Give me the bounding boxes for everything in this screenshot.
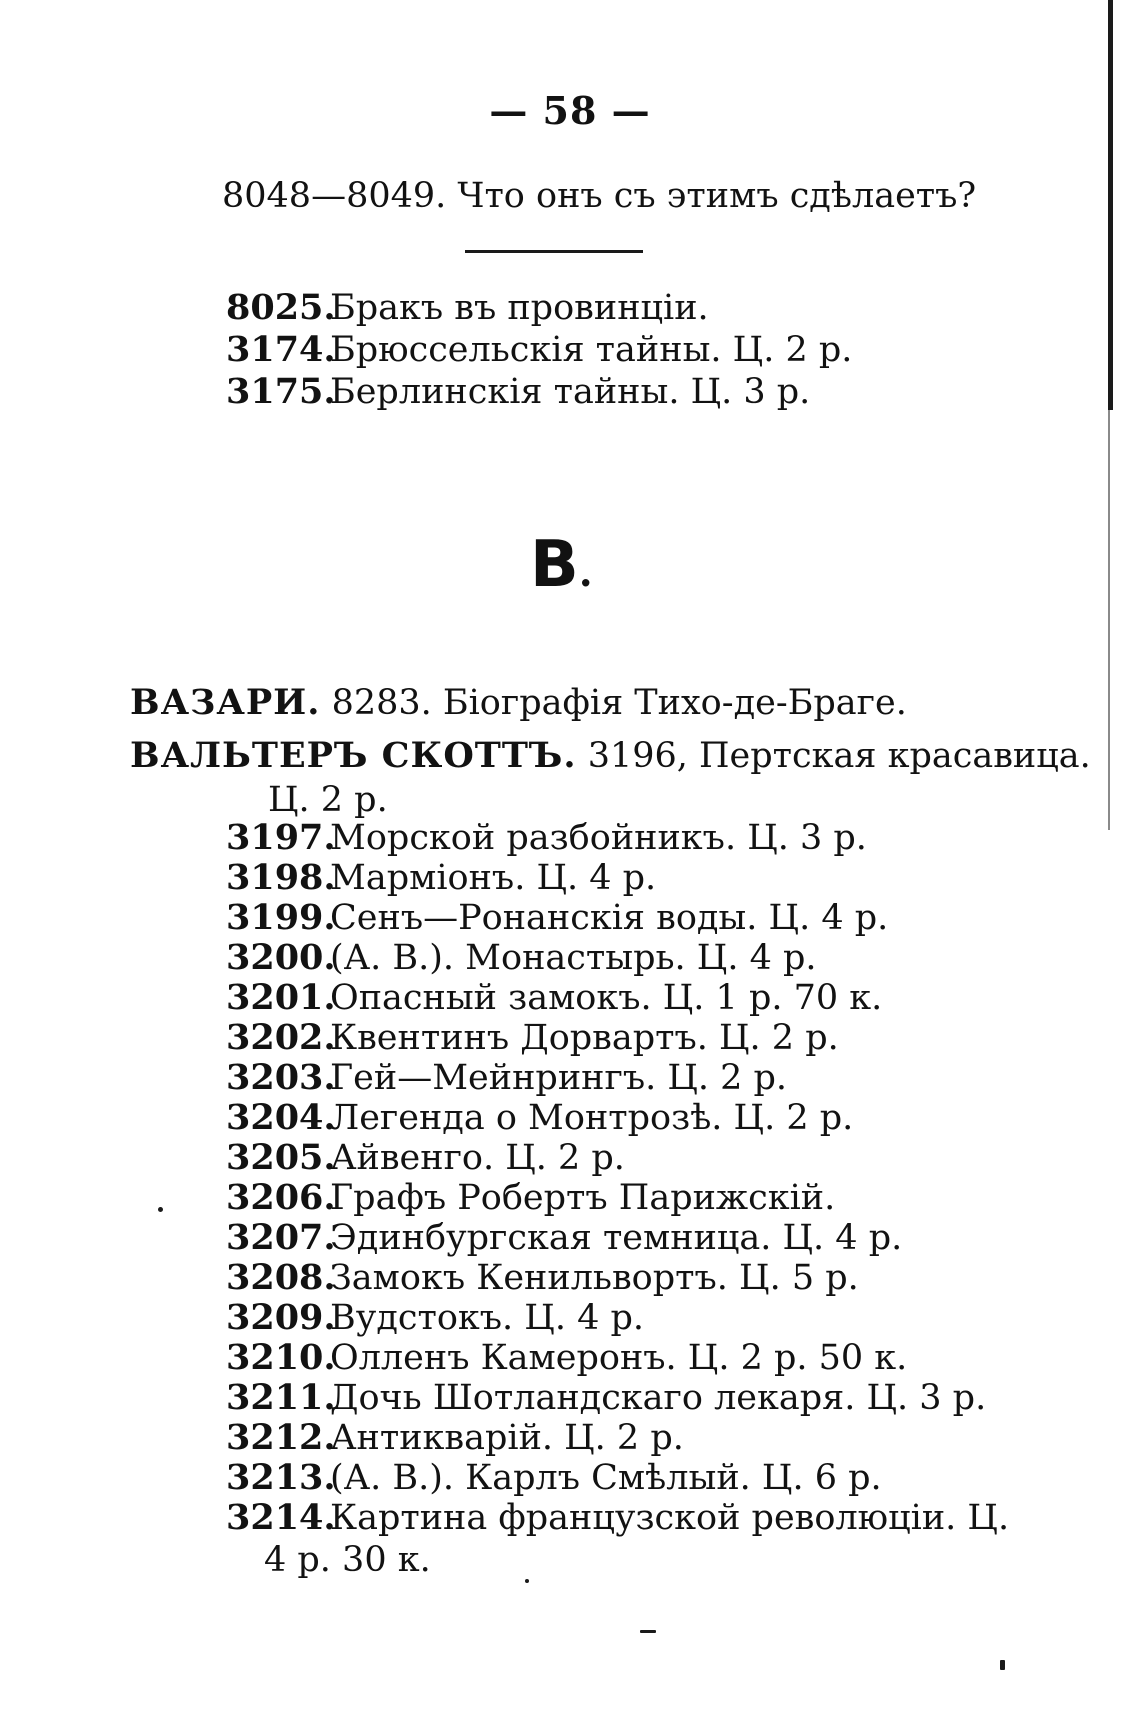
- entry-title: 3196, Пертская красавица.: [587, 736, 1091, 776]
- list-item: [226, 1498, 1009, 1538]
- list-item: [226, 1378, 986, 1418]
- entry-title: Вудстокъ. Ц. 4 р.: [330, 1298, 644, 1338]
- entry-title: Брюссельскія тайны. Ц. 2 р.: [330, 330, 853, 370]
- entry-number: 3175.: [226, 371, 336, 412]
- entry-continuation: Ц. 2 р.: [268, 780, 388, 820]
- list-item: [226, 288, 709, 328]
- entry-title: Бракъ въ провинціи.: [330, 288, 709, 328]
- entry-title: Картина французской революціи. Ц.: [330, 1498, 1010, 1538]
- print-speck: [158, 1207, 163, 1212]
- page-edge-line-faint: [1108, 410, 1110, 830]
- author-entry-vazari: [130, 683, 907, 723]
- list-item: [226, 330, 852, 370]
- list-item: [226, 1298, 644, 1338]
- author-entry-walter-scott: [130, 736, 1091, 776]
- list-item: [226, 858, 656, 898]
- entry-title: Эдинбургская темница. Ц. 4 р.: [330, 1218, 903, 1258]
- section-dot: .: [578, 549, 593, 596]
- entry-number: 3214.: [226, 1497, 336, 1538]
- list-item: [226, 1418, 684, 1458]
- entry-number: 3210.: [226, 1337, 336, 1378]
- entry-title: Графъ Робертъ Парижскій.: [330, 1178, 836, 1218]
- entry-title: Антикварій. Ц. 2 р.: [330, 1418, 684, 1458]
- entry-title: Морской разбойникъ. Ц. 3 р.: [330, 818, 867, 858]
- list-item: [226, 1338, 907, 1378]
- entry-title: Дочь Шотландскаго лекаря. Ц. 3 р.: [330, 1378, 987, 1418]
- entry-number: 3212.: [226, 1417, 336, 1458]
- page-number: — 58 —: [489, 88, 651, 133]
- entry-title: Гей—Мейнрингъ. Ц. 2 р.: [330, 1058, 788, 1098]
- list-item: [226, 898, 888, 938]
- entry-number: 3174.: [226, 329, 336, 370]
- entry-title: Опасный замокъ. Ц. 1 р. 70 к.: [330, 978, 883, 1018]
- print-speck: [1000, 1660, 1005, 1670]
- author-name: ВАЛЬТЕРЪ СКОТТЪ.: [130, 735, 577, 776]
- list-item: [226, 818, 867, 858]
- entry-number: 3202.: [226, 1017, 336, 1058]
- list-item: [226, 1218, 902, 1258]
- list-item: [226, 1058, 787, 1098]
- entry-number: 3198.: [226, 857, 336, 898]
- entry-title: (А. В.). Карлъ Смѣлый. Ц. 6 р.: [330, 1458, 882, 1498]
- entry-number: 3206.: [226, 1177, 336, 1218]
- entry-title: Легенда о Монтрозѣ. Ц. 2 р.: [330, 1098, 854, 1138]
- entry-title: Марміонъ. Ц. 4 р.: [330, 858, 657, 898]
- section-letter: В: [530, 528, 579, 602]
- entry-number: 3205.: [226, 1137, 336, 1178]
- entry-number: 3211.: [226, 1377, 336, 1418]
- list-item: [226, 1018, 839, 1058]
- list-item: [226, 372, 810, 412]
- list-item: [226, 1098, 853, 1138]
- entry-title: 8283. Біографія Тихо-де-Браге.: [331, 683, 907, 723]
- entry-number: 3199.: [226, 897, 336, 938]
- entry-title: Квентинъ Дорвартъ. Ц. 2 р.: [330, 1018, 839, 1058]
- print-speck: [640, 1630, 656, 1633]
- entry-title: (А. В.). Монастырь. Ц. 4 р.: [330, 938, 817, 978]
- author-name: ВАЗАРИ.: [130, 682, 321, 723]
- entry-number: 3209.: [226, 1297, 336, 1338]
- entry-title: Олленъ Камеронъ. Ц. 2 р. 50 к.: [330, 1338, 908, 1378]
- top-entry: 8048—8049. Что онъ съ этимъ сдѣлаетъ?: [222, 176, 977, 216]
- list-item: [226, 978, 882, 1018]
- entry-number: 3204.: [226, 1097, 336, 1138]
- entry-number: 3200.: [226, 937, 336, 978]
- separator-rule: [465, 250, 643, 253]
- entry-title: Берлинскія тайны. Ц. 3 р.: [330, 372, 811, 412]
- entry-number: 3207.: [226, 1217, 336, 1258]
- list-item: [226, 1458, 882, 1498]
- entry-title: Айвенго. Ц. 2 р.: [330, 1138, 625, 1178]
- print-speck: [525, 1579, 529, 1583]
- entry-title: Замокъ Кенильвортъ. Ц. 5 р.: [330, 1258, 859, 1298]
- entry-number: 3203.: [226, 1057, 336, 1098]
- list-item: [226, 1258, 859, 1298]
- list-item: [226, 1178, 835, 1218]
- entry-number: 8025.: [226, 287, 336, 328]
- entry-continuation: 4 р. 30 к.: [264, 1540, 431, 1580]
- entry-title: Сенъ—Ронанскія воды. Ц. 4 р.: [330, 898, 889, 938]
- entry-number: 3213.: [226, 1457, 336, 1498]
- entry-number: 3201.: [226, 977, 336, 1018]
- section-heading: [530, 530, 593, 608]
- list-item: [226, 1138, 625, 1178]
- entry-number: 3197.: [226, 817, 336, 858]
- page-edge-line: [1108, 0, 1113, 410]
- entry-number: 3208.: [226, 1257, 336, 1298]
- list-item: [226, 938, 817, 978]
